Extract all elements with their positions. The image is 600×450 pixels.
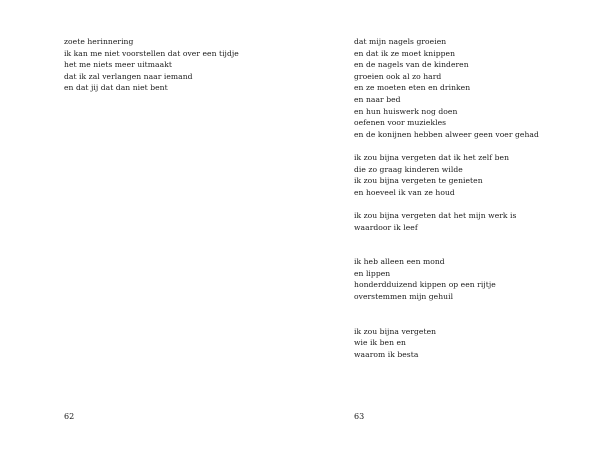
poem-line: dat mijn nagels groeien	[354, 37, 447, 46]
poem-line: en de nagels van de kinderen	[354, 60, 469, 70]
poem-line: ik zou bijna vergeten dat het mijn werk is	[354, 210, 517, 220]
stanza-gap	[354, 140, 539, 152]
poem-line: ik heb alleen een mond	[354, 257, 445, 267]
poem-line: ik zou bijna vergeten te genieten	[354, 176, 483, 186]
stanza-3	[354, 210, 539, 233]
stanza-gap	[354, 233, 539, 256]
poem-line: ik zou bijna vergeten	[354, 326, 437, 336]
poem-line: wie ik ben en	[354, 338, 406, 348]
poem-line: groeien ook al zo hard	[354, 71, 442, 81]
stanza-4	[354, 256, 539, 302]
poem-line: en naar bed	[354, 94, 401, 104]
poem-line: waardoor ik leef	[354, 222, 418, 232]
poem-line: oefenen voor muziekles	[354, 118, 447, 128]
page-number-left: 62	[64, 412, 75, 421]
poem-line: en ze moeten eten en drinken	[354, 83, 471, 93]
poem-line: zoete herinnering	[64, 37, 134, 46]
poem-line: ik zou bijna vergeten dat ik het zelf ben	[354, 152, 510, 162]
poem-line: en dat jij dat dan niet bent	[64, 83, 168, 93]
poem-left	[64, 36, 239, 94]
poem-line: en de konijnen hebben alweer geen voer gehad	[354, 129, 539, 139]
poem-line: en hoeveel ik van ze houd	[354, 187, 455, 197]
poem-line: dat ik zal verlangen naar iemand	[64, 71, 193, 81]
stanza-gap	[354, 303, 539, 326]
poem-line: waarom ik besta	[354, 350, 419, 360]
poem-line: die zo graag kinderen wilde	[354, 164, 463, 174]
poem-line: en hun huiswerk nog doen	[354, 106, 458, 116]
poem-right	[354, 36, 539, 361]
poem-line: ik kan me niet voorstellen dat over een tijdje	[64, 48, 239, 58]
stanza-5	[354, 326, 539, 361]
poem-line: honderdduizend kippen op een rijtje	[354, 280, 496, 290]
poem-line: en lippen	[354, 268, 391, 278]
poem-line: overstemmen mijn gehuil	[354, 292, 454, 302]
stanza-1	[354, 36, 539, 140]
poem-line: en dat ik ze moet knippen	[354, 48, 456, 58]
right-page	[300, 0, 600, 450]
page-number-right: 63	[354, 412, 365, 421]
stanza-gap	[354, 198, 539, 210]
stanza-2	[354, 152, 539, 198]
poem-line: het me niets meer uitmaakt	[64, 60, 172, 70]
